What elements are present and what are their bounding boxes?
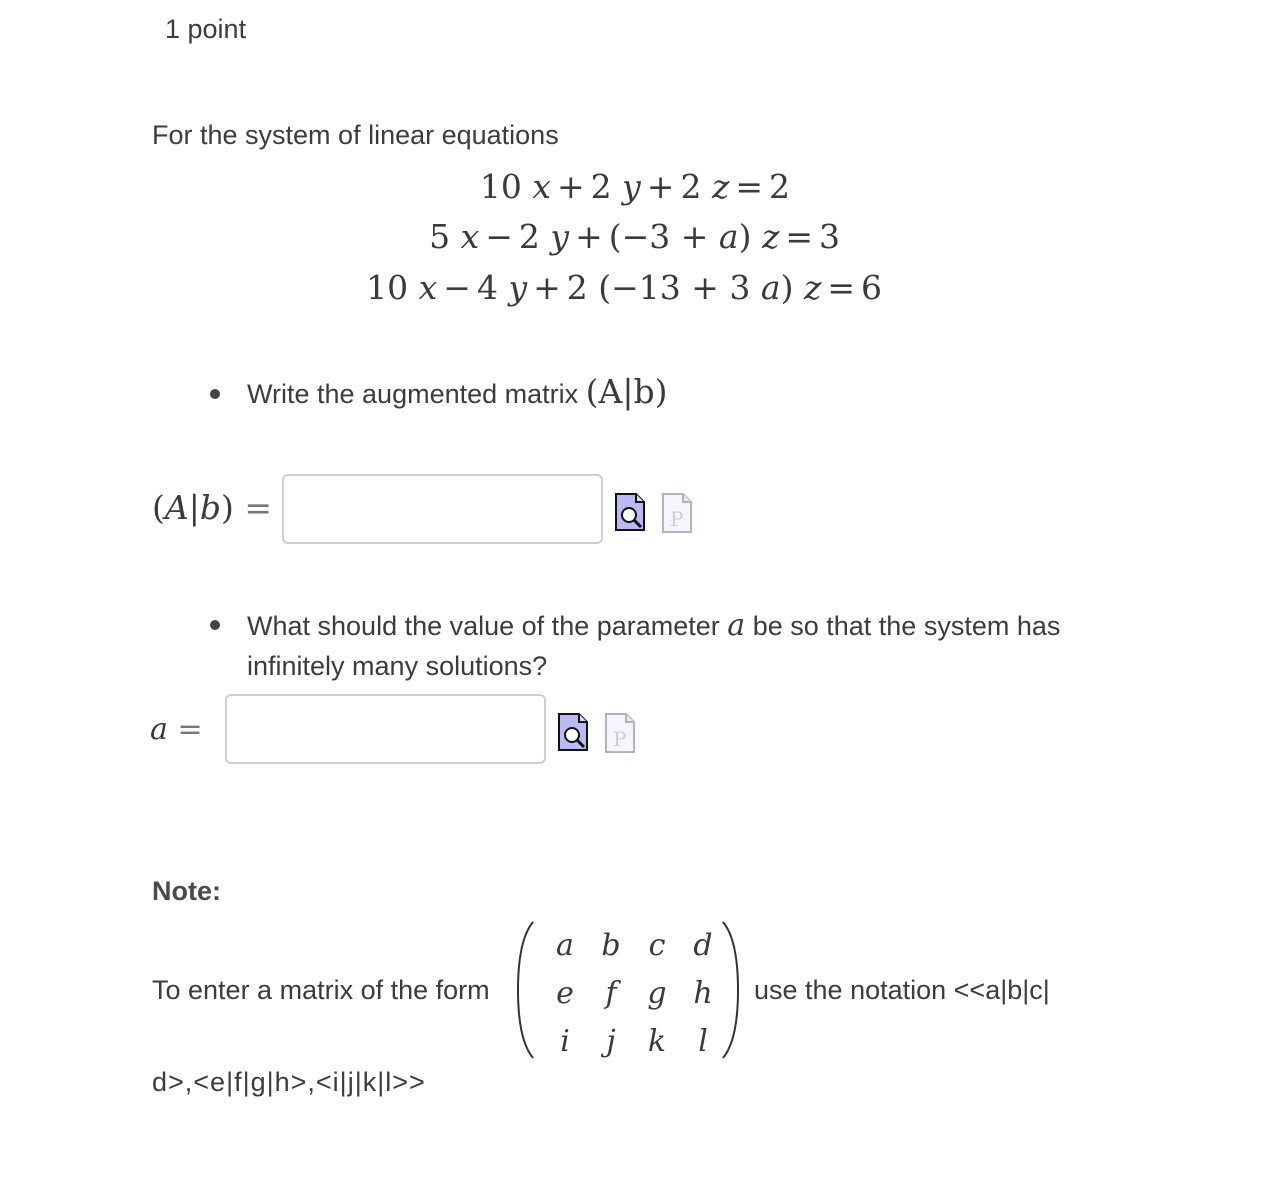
note-text-before: To enter a matrix of the form (152, 975, 490, 1005)
note-title: Note: (152, 876, 221, 906)
matrix-entry: d (693, 928, 713, 963)
equation-1: 10 x + 2 y + 2 z = 2 (479, 167, 790, 206)
bullet-1 (210, 389, 220, 399)
matrix-entry: h (693, 976, 713, 1011)
matrix-entry: l (698, 1024, 708, 1059)
part2-prompt: What should the value of the parameter a be so that the system has infinitely many solutions? (247, 608, 1061, 681)
part1-answer-label: (A|b) = (152, 488, 272, 527)
matrix-entry: c (648, 928, 666, 963)
pdf-document-icon[interactable] (604, 712, 636, 754)
augmented-matrix-input[interactable] (282, 474, 603, 544)
note-text-wrap: d>,<e|f|g|h>,<i|j|k|l>> (152, 1067, 426, 1097)
matrix-entry: f (605, 976, 617, 1011)
question-points: 1 point (165, 14, 247, 44)
part2-answer-label: a = (150, 712, 203, 747)
matrix-entry: i (560, 1024, 570, 1059)
preview-magnifier-icon[interactable] (557, 712, 589, 752)
note-text-after: use the notation <<a|b|c| (754, 975, 1050, 1005)
svg-text:P: P (613, 727, 627, 751)
matrix-entry: g (647, 976, 667, 1011)
bullet-2 (210, 620, 220, 630)
augmented-matrix-notation: (A|b) (585, 372, 668, 411)
matrix-entry: e (556, 976, 574, 1011)
left-paren-icon (516, 920, 536, 1060)
right-paren-icon (720, 920, 740, 1060)
matrix-entry: b (601, 928, 621, 963)
example-matrix (516, 920, 740, 1060)
part1-prompt: Write the augmented matrix (A|b) (247, 372, 668, 411)
matrix-entry: j (606, 1024, 616, 1059)
problem-intro: For the system of linear equations (152, 120, 559, 150)
parameter-a-input[interactable] (225, 694, 546, 764)
matrix-entry: a (556, 928, 574, 963)
preview-magnifier-icon[interactable] (614, 492, 646, 532)
equation-3: 10 x − 4 y + 2 (−13 + 3 a) z = 6 (366, 268, 882, 307)
matrix-entry: k (647, 1024, 667, 1059)
svg-text:P: P (670, 507, 684, 531)
equation-2: 5 x − 2 y + (−3 + a) z = 3 (429, 217, 840, 256)
pdf-document-icon[interactable] (661, 492, 693, 534)
